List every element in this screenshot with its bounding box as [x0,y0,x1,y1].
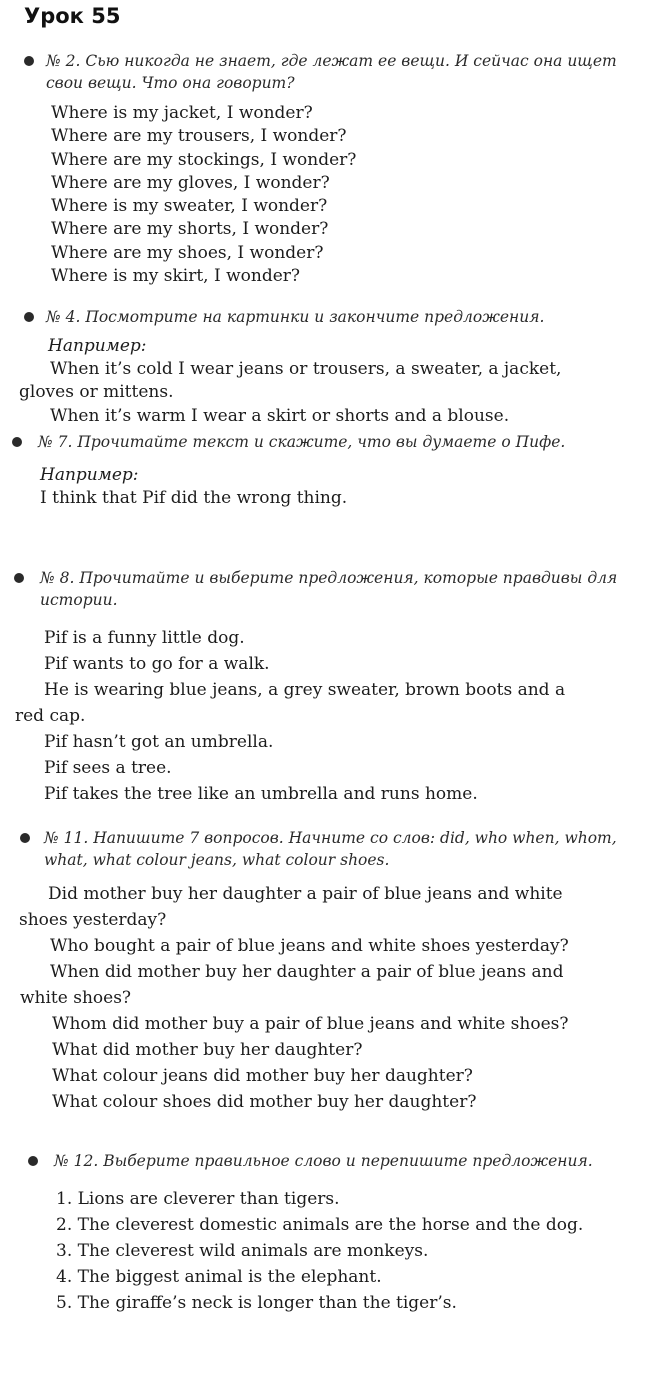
bullet-icon [14,573,24,583]
answer-line: Pif hasn’t got an umbrella. [44,732,274,752]
task-instruction: Посмотрите на картинки и закончите предложения. [85,308,545,326]
page-title: Урок 55 [24,4,121,28]
answer-line: red cap. [15,706,86,726]
task-12 [0,1150,661,1316]
example-label: Например: [48,336,147,356]
bullet-icon [24,56,34,66]
answer-line: Pif takes the tree like an umbrella and runs home. [44,784,478,804]
answer-line: Where are my gloves, I wonder? [51,172,330,193]
bullet-icon [24,312,34,322]
answer-line: 3. The cleverest wild animals are monkeys. [56,1241,429,1261]
task-4 [0,306,661,428]
task-instruction: Прочитайте текст и скажите, что вы думаете о Пифе. [77,433,566,451]
task-number: № 12. [54,1152,99,1170]
task-number: № 4. [46,308,81,326]
task-instruction: Сью никогда не знает, где лежат ее вещи. И сейчас она ищет свои вещи. Что она говорит? [46,52,617,92]
answer-line: Did mother buy her daughter a pair of blue jeans and white [48,884,563,904]
answer-line: 1. Lions are cleverer than tigers. [56,1189,340,1209]
task-8 [0,567,661,807]
answer-line: Where are my stockings, I wonder? [51,149,357,170]
task-instruction: Прочитайте и выберите предложения, которые правдивы для истории. [40,569,618,609]
task-7-heading [0,431,661,453]
task-number: № 11. [44,829,89,847]
answer-line: gloves or mittens. [19,382,174,403]
task-number: № 2. [46,52,81,70]
example-label: Например: [40,465,139,485]
answer-line: Where are my trousers, I wonder? [51,126,347,147]
answer-line: Where is my jacket, I wonder? [51,103,313,123]
answer-line: Where is my sweater, I wonder? [51,196,328,217]
answer-lines [0,625,661,807]
answer-line: What colour shoes did mother buy her daughter? [52,1092,477,1112]
answer-line: Where are my shorts, I wonder? [51,219,329,240]
task-instruction: Выберите правильное слово и перепишите предложения. [103,1152,593,1170]
answer-lines [0,102,661,288]
task-number: № 7. [38,433,73,451]
answer-line: shoes yesterday? [19,910,167,930]
answer-line: 5. The giraffe’s neck is longer than the tiger’s. [56,1293,457,1313]
task-number: № 8. [40,569,75,587]
task-instruction: Напишите 7 вопросов. Начните со слов: did, who when, whom, what, what colour jeans, what colour shoes. [44,829,617,869]
task-7 [0,431,661,510]
answer-line: 2. The cleverest domestic animals are the horse and the dog. [56,1215,584,1235]
answer-line: white shoes? [20,988,132,1008]
answer-line: 4. The biggest animal is the elephant. [56,1267,382,1287]
answer-line: I think that Pif did the wrong thing. [40,488,348,508]
answer-line: He is wearing blue jeans, a grey sweater, brown boots and a [44,680,566,700]
task-11-heading [0,827,661,871]
task-12-heading [0,1150,661,1172]
answer-line: What did mother buy her daughter? [52,1040,363,1060]
task-11 [0,827,661,1115]
task-4-heading [0,306,661,328]
answer-line: Who bought a pair of blue jeans and white shoes yesterday? [50,936,569,956]
answer-line: When it’s warm I wear a skirt or shorts and a blouse. [50,405,510,426]
task-2 [0,50,661,288]
task-2-heading [0,50,661,94]
answer-line: Pif is a funny little dog. [44,628,245,648]
answer-line: Whom did mother buy a pair of blue jeans and white shoes? [52,1014,569,1034]
answer-line: Where is my skirt, I wonder? [51,266,301,287]
answer-line: Where are my shoes, I wonder? [51,242,324,263]
answer-lines [0,1186,661,1316]
answer-line: When it’s cold I wear jeans or trousers, a sweater, a jacket, [50,359,562,379]
bullet-icon [28,1156,38,1166]
answer-line: Pif wants to go for a walk. [44,654,270,674]
bullet-icon [12,437,22,447]
answer-line: What colour jeans did mother buy her daughter? [52,1066,473,1086]
task-8-heading [0,567,661,611]
answer-line: When did mother buy her daughter a pair of blue jeans and [50,962,564,982]
bullet-icon [20,833,30,843]
answer-lines [0,881,661,1115]
answer-line: Pif sees a tree. [44,758,172,778]
